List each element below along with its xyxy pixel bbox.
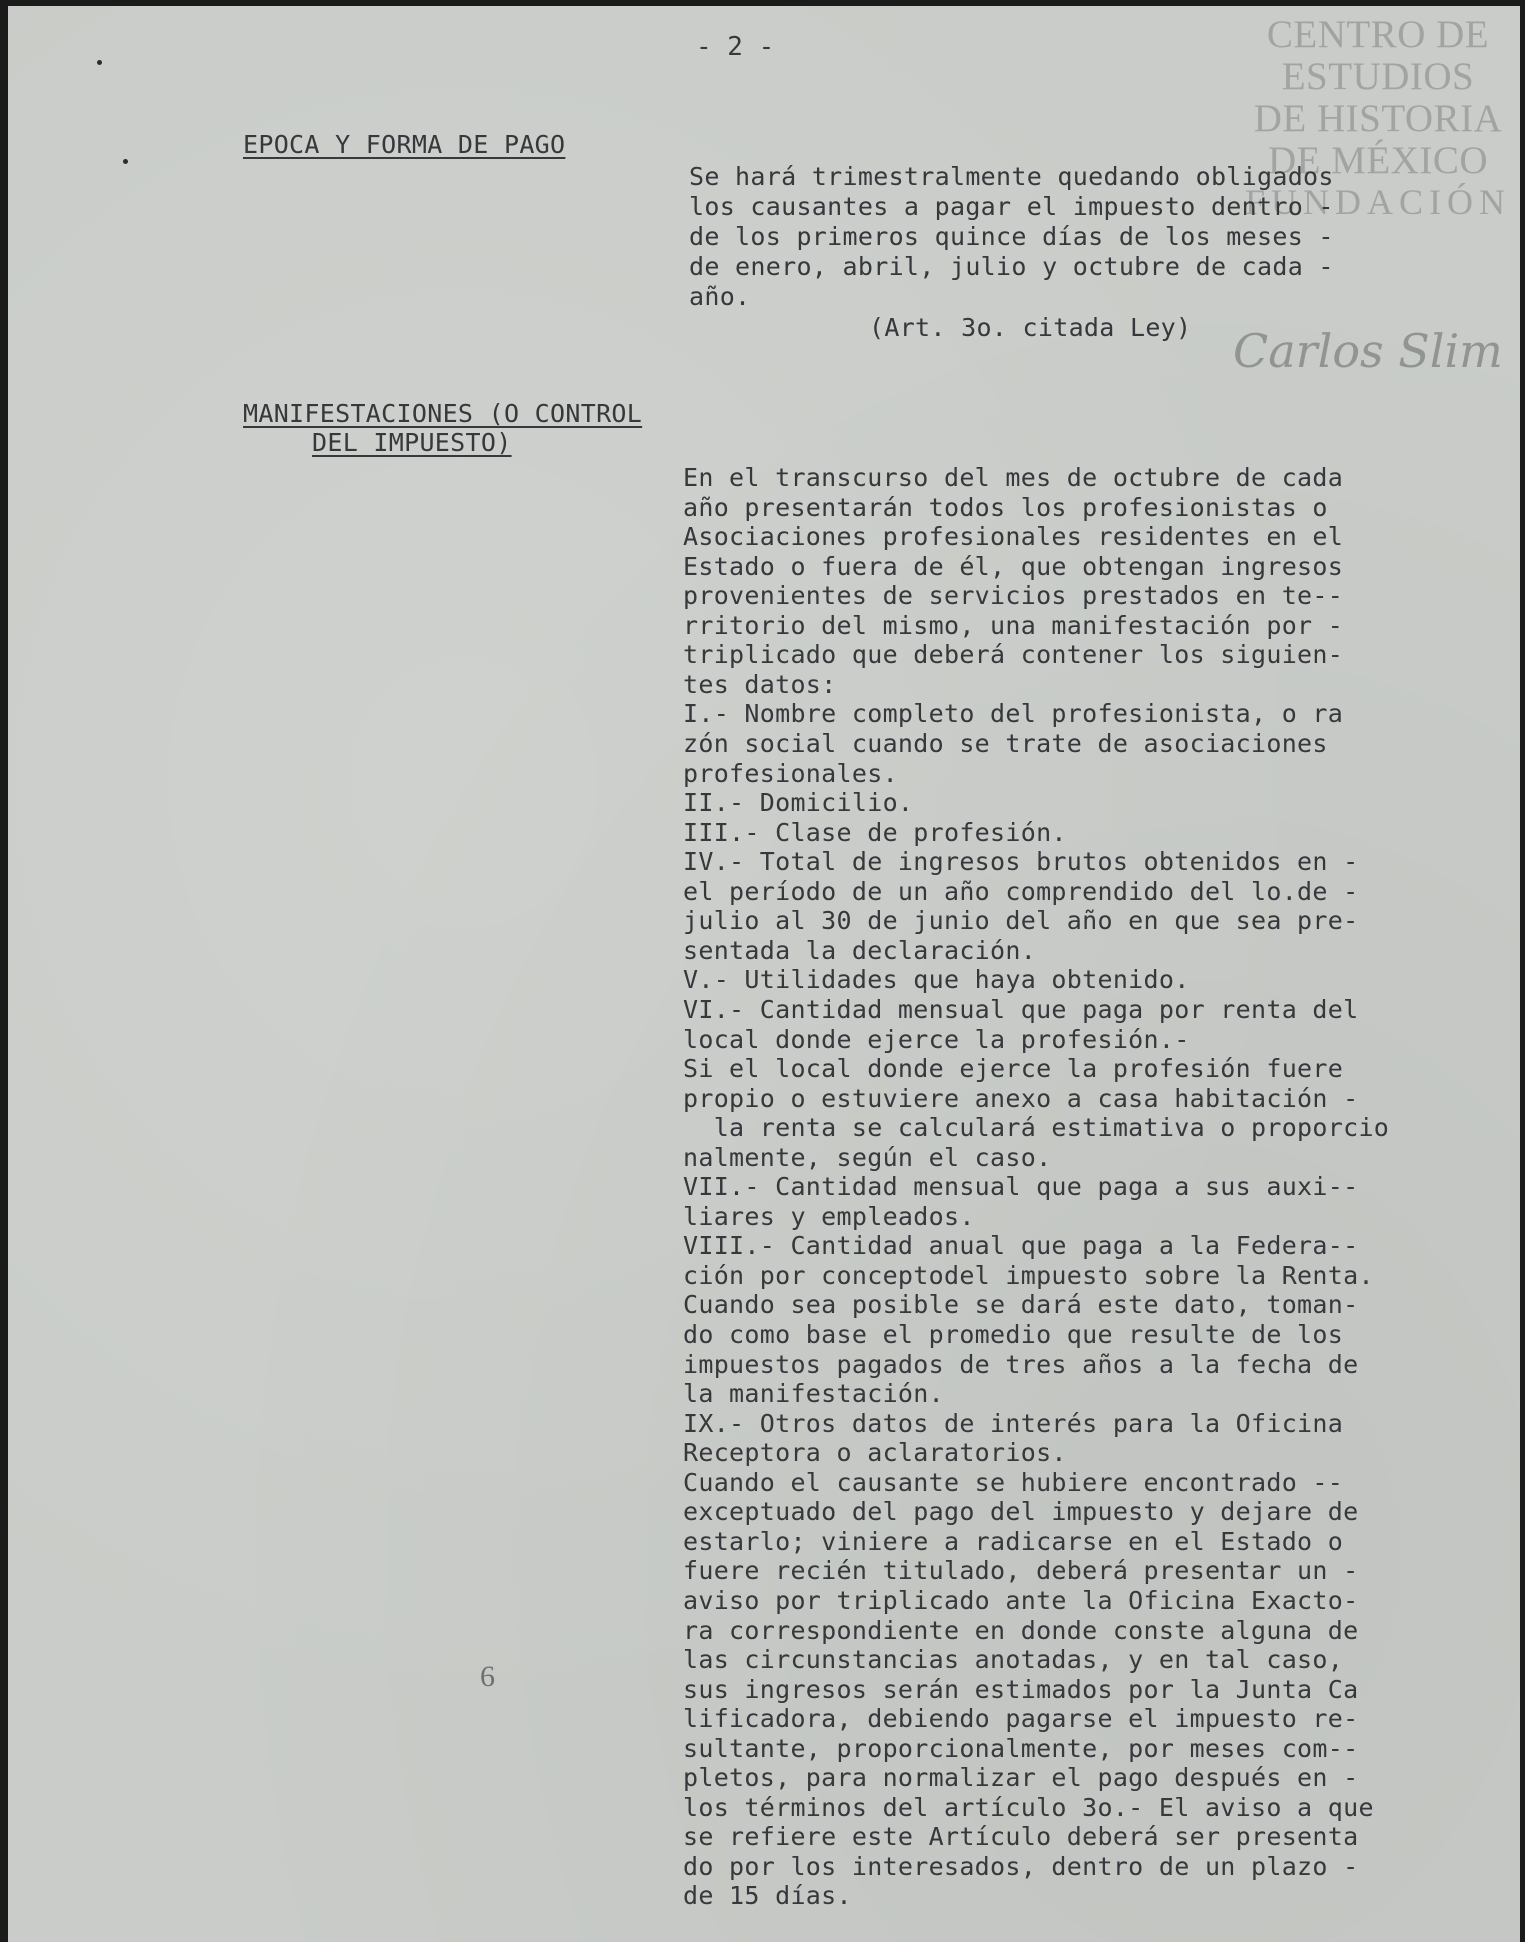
text-line: local donde ejerce la profesión.- xyxy=(683,1024,1190,1054)
text-line: Se hará trimestralmente quedando obligados xyxy=(689,162,1334,191)
text-line: julio al 30 de junio del año en que sea pre- xyxy=(683,906,1359,936)
text-line: do como base el promedio que resulte de los xyxy=(683,1320,1344,1349)
section-heading-epoca: EPOCA Y FORMA DE PAGO xyxy=(243,130,566,159)
text-line: VIII.- Cantidad anual que paga a la Federa-- xyxy=(683,1231,1359,1261)
text-line: sultante, proporcionalmente, por meses com-- xyxy=(683,1733,1359,1763)
watermark-fundacion: FUNDACIÓN xyxy=(1244,182,1511,222)
text-line: pletos, para normalizar el pago después en - xyxy=(683,1763,1359,1793)
text-line: rritorio del mismo, una manifestación por - xyxy=(683,610,1344,640)
text-line: impuestos pagados de tres años a la fecha de xyxy=(683,1349,1359,1379)
punch-dot xyxy=(97,60,102,65)
text-line: los términos del artículo 3o.- El aviso a que xyxy=(683,1792,1374,1822)
text-line: nalmente, según el caso. xyxy=(683,1142,1052,1172)
text-line: aviso por triplicado ante la Oficina Exacto- xyxy=(683,1585,1359,1615)
text-line: do por los interesados, dentro de un plazo - xyxy=(683,1851,1359,1881)
text-line: de enero, abril, julio y octubre de cada - xyxy=(689,252,1334,281)
text-line: I.- Nombre completo del profesionista, o ra xyxy=(683,699,1344,729)
text-line: Cuando el causante se hubiere encontrado -- xyxy=(683,1467,1344,1497)
text-line: los causantes a pagar el impuesto dentro - xyxy=(689,192,1334,221)
text-line: lificadora, debiendo pagarse el impuesto re- xyxy=(683,1704,1359,1734)
text-line: II.- Domicilio. xyxy=(683,788,914,817)
text-line: la manifestación. xyxy=(683,1379,944,1409)
text-line: las circunstancias anotadas, y en tal caso, xyxy=(683,1645,1344,1674)
text-line: propio o estuviere anexo a casa habitación - xyxy=(683,1083,1359,1113)
text-line: VI.- Cantidad mensual que paga por renta del xyxy=(683,994,1359,1024)
citation: (Art. 3o. citada Ley) xyxy=(869,313,1192,342)
watermark-line: DE MÉXICO xyxy=(1267,139,1489,182)
text-line: el período de un año comprendido del lo.de - xyxy=(683,876,1359,906)
document-page xyxy=(8,6,1520,1942)
text-line: exceptuado del pago del impuesto y dejare de xyxy=(683,1497,1359,1527)
text-line: Cuando sea posible se dará este dato, toman- xyxy=(683,1290,1359,1320)
text-line: Asociaciones profesionales residentes en el xyxy=(683,522,1344,552)
text-line: En el transcurso del mes de octubre de cada xyxy=(683,463,1344,492)
text-line: sentada la declaración. xyxy=(683,935,1037,965)
text-line: Receptora o aclaratorios. xyxy=(683,1438,1067,1468)
text-line: VII.- Cantidad mensual que paga a sus auxi-- xyxy=(683,1172,1359,1202)
watermark-line: ESTUDIOS xyxy=(1281,55,1475,98)
section-heading-manifestaciones-2: DEL IMPUESTO) xyxy=(312,428,512,457)
text-line: zón social cuando se trate de asociaciones xyxy=(683,729,1328,758)
text-line: IX.- Otros datos de interés para la Oficina xyxy=(683,1408,1344,1438)
text-line: provenientes de servicios prestados en te-- xyxy=(683,581,1344,611)
watermark-line: CENTRO DE xyxy=(1266,13,1490,56)
page-number: - 2 - xyxy=(696,32,775,62)
text-line: estarlo; viniere a radicarse en el Estado o xyxy=(683,1526,1344,1556)
text-line: III.- Clase de profesión. xyxy=(683,817,1067,847)
text-line: IV.- Total de ingresos brutos obtenidos en - xyxy=(683,847,1359,877)
text-line: triplicado que deberá contener los siguien- xyxy=(683,640,1344,670)
text-line: año presentarán todos los profesionistas o xyxy=(683,492,1328,522)
watermark-line: DE HISTORIA xyxy=(1253,97,1503,140)
text-line: ra correspondiente en donde conste alguna de xyxy=(683,1615,1359,1645)
text-line: Estado o fuera de él, que obtengan ingresos xyxy=(683,551,1344,581)
text-line: de 15 días. xyxy=(683,1881,852,1911)
section-heading-manifestaciones: MANIFESTACIONES (O CONTROL xyxy=(243,399,643,428)
text-line: fuere recién titulado, deberá presentar un - xyxy=(683,1556,1359,1586)
punch-dot xyxy=(123,159,128,164)
watermark-signature: Carlos Slim xyxy=(1233,324,1503,378)
text-line: V.- Utilidades que haya obtenido. xyxy=(683,965,1190,995)
margin-mark: 6 xyxy=(480,1660,495,1693)
text-line: la renta se calculará estimativa o proporcio xyxy=(683,1113,1390,1143)
text-line: año. xyxy=(689,282,751,311)
text-line: profesionales. xyxy=(683,758,898,788)
text-line: Si el local donde ejerce la profesión fuere xyxy=(683,1054,1344,1083)
text-line: ción por conceptodel impuesto sobre la Renta. xyxy=(683,1260,1374,1290)
text-line: tes datos: xyxy=(683,669,837,699)
text-line: liares y empleados. xyxy=(683,1201,975,1231)
text-line: sus ingresos serán estimados por la Junta Ca xyxy=(683,1674,1359,1704)
text-line: se refiere este Artículo deberá ser presenta xyxy=(683,1822,1359,1852)
text-line: de los primeros quince días de los meses - xyxy=(689,222,1334,251)
